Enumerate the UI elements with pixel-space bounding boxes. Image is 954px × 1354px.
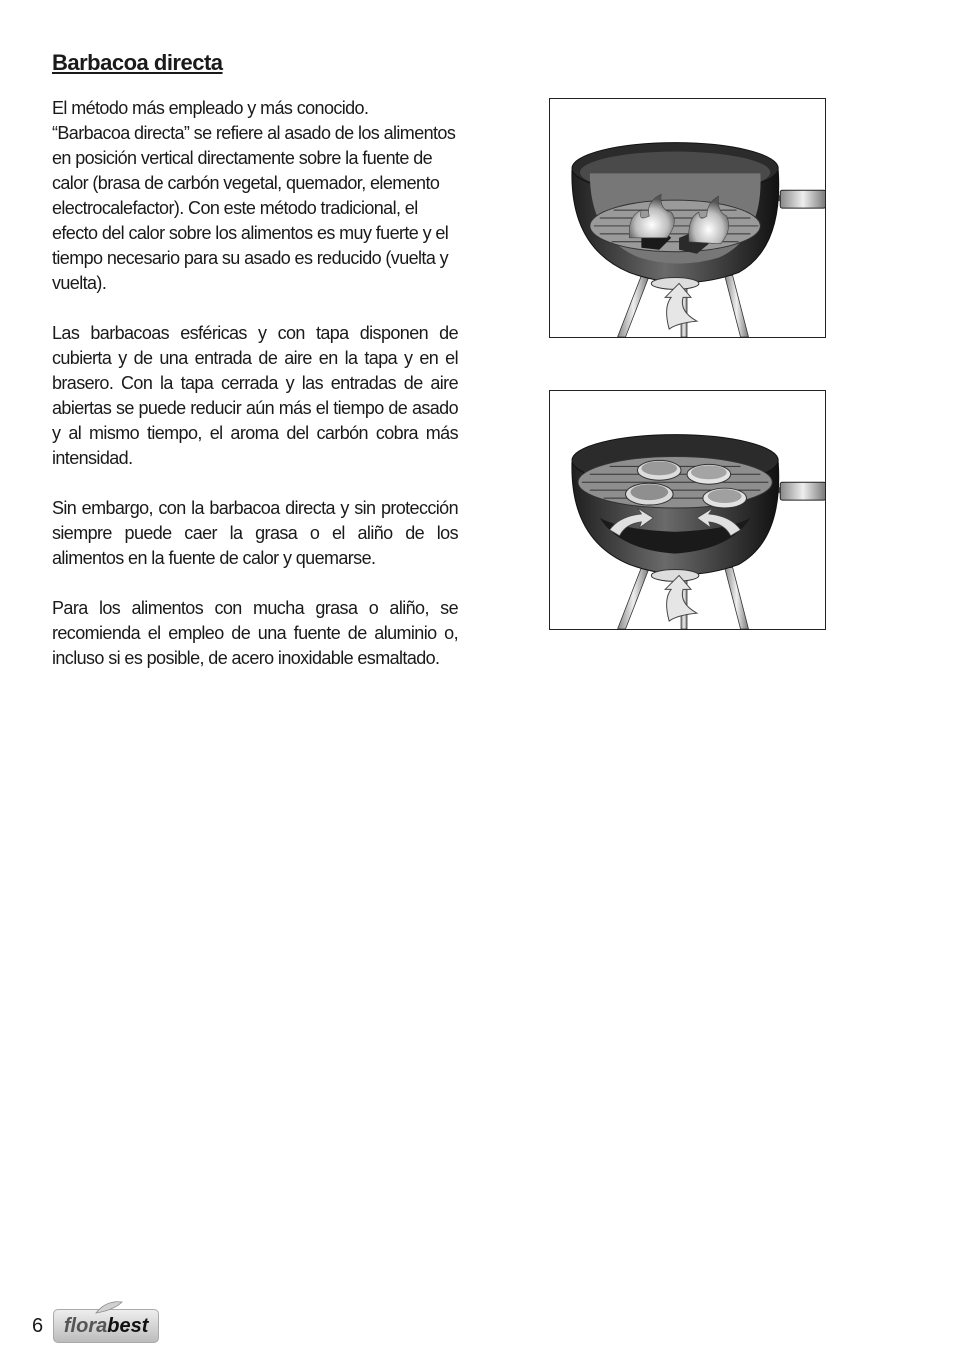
intro-definition: “Barbacoa directa” se refiere al asado de los alimentos en posición vertical directamente sobre la fuente de calor (brasa de carbón vegetal, quemador, elemento electrocalefactor). Con este método tradicional, el efecto del calor sobre los alimentos es muy fuerte y el tiempo necesario para su asado es reducido (vuelta y vuelta). (52, 123, 456, 293)
page-footer (32, 1306, 159, 1346)
logo-best: best (107, 1314, 149, 1337)
page-number: 6 (32, 1314, 44, 1337)
leaf-icon (94, 1300, 124, 1314)
body-text (52, 96, 458, 696)
grill-flames-icon (550, 99, 825, 337)
paragraph-intro (52, 96, 458, 296)
intro-line: El método más empleado y más conocido. (52, 98, 369, 118)
florabest-logo (53, 1309, 159, 1343)
paragraph-spherical-grills: Las barbacoas esféricas y con tapa disponen de cubierta y de una entrada de aire en la tapa y en el brasero. Con la tapa cerrada y las entradas de aire abiertas se puede reducir aún más el tiempo de asado y al mismo tiempo, el aroma del carbón cobra más intensidad. (52, 323, 458, 468)
grill-steaks-icon (550, 391, 825, 629)
grill-steaks-illustration (549, 390, 826, 630)
logo-flora: flora (63, 1314, 108, 1337)
paragraph-recommendation: Para los alimentos con mucha grasa o aliño, se recomienda el empleo de una fuente de aluminio o, incluso si es posible, de acero inoxidable esmaltado. (52, 598, 458, 668)
page-title: Barbacoa directa (52, 50, 223, 75)
paragraph-grease-warning: Sin embargo, con la barbacoa directa y sin protección siempre puede caer la grasa o el aliño de los alimentos en la fuente de calor y quemarse. (52, 498, 458, 568)
grill-flames-illustration (549, 98, 826, 338)
